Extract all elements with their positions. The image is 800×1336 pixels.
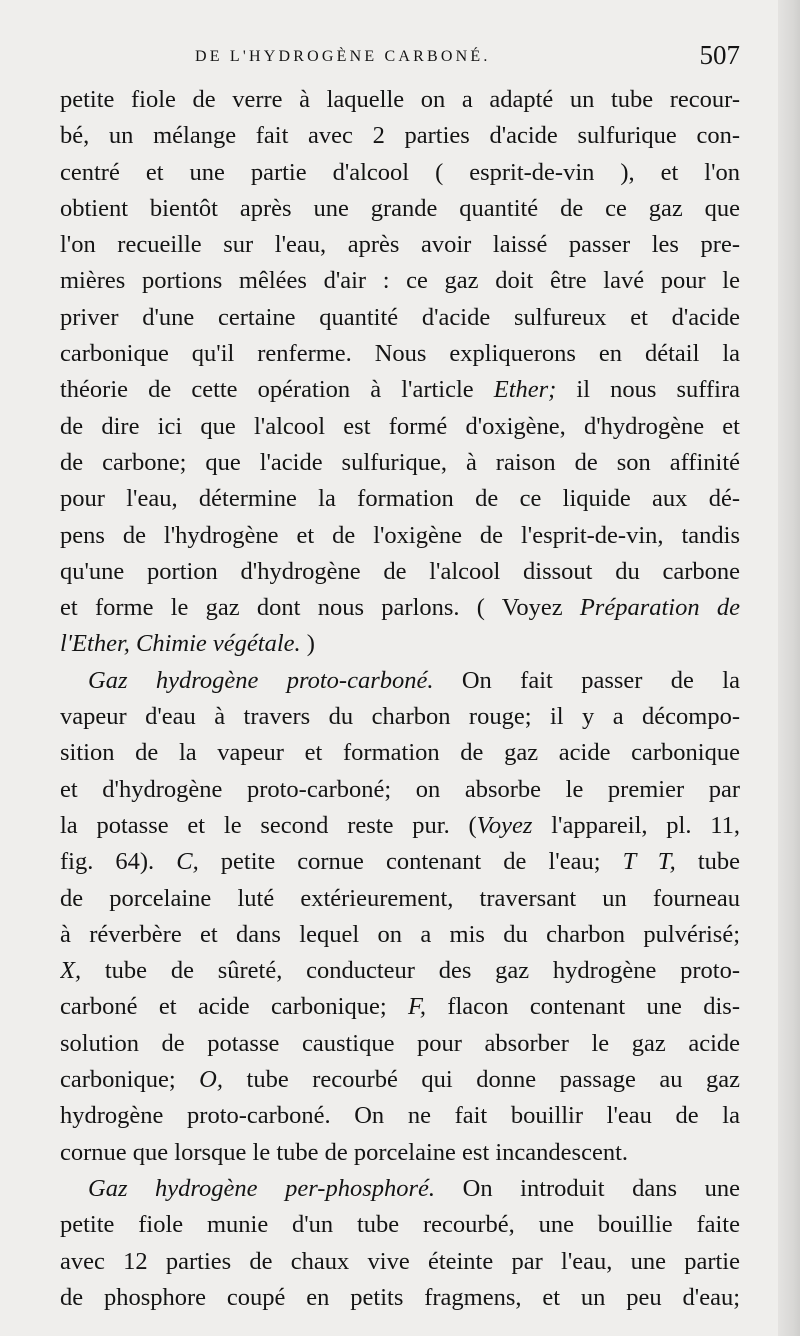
text-run: de dire ici que l'alcool est formé d'oxigène, d'hydrogène et [60, 412, 740, 440]
text-run: il nous suffira [556, 376, 740, 404]
text-run: l'appareil, pl. 11, [532, 811, 740, 839]
text-line [60, 554, 740, 590]
text-run: pens de l'hydrogène et de l'oxigène de l'esprit-de-vin, tandis [60, 521, 740, 549]
text-line [60, 844, 740, 880]
text-line [60, 191, 740, 227]
text-line [60, 372, 740, 408]
text-run: et forme le gaz dont nous parlons. ( Voyez [60, 594, 580, 622]
text-run: avec 12 parties de chaux vive éteinte par l'eau, une partie [60, 1247, 740, 1275]
text-run: On introduit dans une [435, 1174, 740, 1202]
text-line [60, 1062, 740, 1098]
text-line [60, 300, 740, 336]
text-line [60, 1280, 740, 1316]
text-run: sition de la vapeur et formation de gaz acide carbonique [60, 739, 740, 767]
text-run: On fait passer de la [433, 666, 740, 694]
text-run: de carbone; que l'acide sulfurique, à raison de son affinité [60, 448, 740, 476]
text-line [60, 155, 740, 191]
text-run: carbonique qu'il renferme. Nous expliquerons en détail la [60, 340, 740, 368]
italic-text: T T, [622, 848, 676, 876]
text-run: centré et une partie d'alcool ( esprit-de-vin ), et l'on [60, 158, 740, 186]
text-run: la potasse et le second reste pur. ( [60, 811, 477, 839]
text-line [60, 772, 740, 808]
text-line [60, 118, 740, 154]
text-line [60, 263, 740, 299]
text-run: mières portions mêlées d'air : ce gaz doit être lavé pour le [60, 267, 740, 295]
text-run: ) [300, 630, 315, 658]
italic-text: Gaz hydrogène proto-carboné. [88, 666, 434, 694]
text-run: à réverbère et dans lequel on a mis du charbon pulvérisé; [60, 920, 740, 948]
text-line [60, 1171, 740, 1207]
text-run: qu'une portion d'hydrogène de l'alcool dissout du carbone [60, 557, 740, 585]
text-run: tube [675, 848, 740, 876]
text-run: théorie de cette opération à l'article [60, 376, 494, 404]
text-run: petite fiole munie d'un tube recourbé, une bouillie faite [60, 1211, 740, 1239]
page-edge-shadow [778, 0, 800, 1336]
text-line [60, 808, 740, 844]
text-line [60, 989, 740, 1025]
text-line [60, 626, 740, 662]
text-run: solution de potasse caustique pour absorber le gaz acide [60, 1029, 740, 1057]
text-run: obtient bientôt après une grande quantité de ce gaz que [60, 194, 740, 222]
text-run: bé, un mélange fait avec 2 parties d'acide sulfurique con- [60, 122, 740, 150]
text-run: petite fiole de verre à laquelle on a adapté un tube recour- [60, 86, 740, 113]
italic-text: Préparation de [579, 594, 740, 622]
text-line [60, 409, 740, 445]
text-line [60, 590, 740, 626]
text-line [60, 881, 740, 917]
text-run: petite cornue contenant de l'eau; [198, 848, 623, 876]
text-line [60, 481, 740, 517]
text-run: tube de sûreté, conducteur des gaz hydrogène proto- [81, 957, 740, 985]
text-line [60, 1244, 740, 1280]
text-run: et d'hydrogène proto-carboné; on absorbe le premier par [60, 775, 740, 803]
text-line [60, 82, 740, 118]
text-run: flacon contenant une dis- [425, 993, 740, 1021]
text-run: de porcelaine luté extérieurement, traversant un fourneau [60, 884, 740, 912]
text-line [60, 663, 740, 699]
text-line [60, 336, 740, 372]
page-header [60, 40, 740, 78]
text-run: pour l'eau, détermine la formation de ce liquide aux dé- [60, 485, 740, 513]
text-run: carboné et acide carbonique; [60, 993, 409, 1021]
text-line [60, 917, 740, 953]
italic-text: O, [199, 1066, 223, 1094]
page-number: 507 [699, 40, 740, 70]
text-run: l'on recueille sur l'eau, après avoir laissé passer les pre- [60, 231, 740, 259]
text-line [60, 1135, 740, 1171]
text-line [60, 227, 740, 263]
text-line [60, 735, 740, 771]
text-line [60, 953, 740, 989]
italic-text: X, [60, 957, 82, 985]
text-run: fig. 64). [60, 848, 177, 876]
text-run: cornue que lorsque le tube de porcelaine est incandescent. [60, 1138, 629, 1166]
text-line [60, 1098, 740, 1134]
text-line [60, 699, 740, 735]
text-run: de phosphore coupé en petits fragmens, et un peu d'eau; [60, 1283, 740, 1311]
text-run: tube recourbé qui donne passage au gaz [223, 1066, 740, 1094]
text-line [60, 445, 740, 481]
text-line [60, 1026, 740, 1062]
italic-text: Voyez [476, 811, 533, 839]
text-line [60, 518, 740, 554]
body-text [60, 82, 740, 1316]
italic-text: C, [176, 848, 199, 876]
italic-text: Gaz hydrogène per-phosphoré. [88, 1174, 436, 1202]
running-head: DE L'HYDROGÈNE CARBONÉ. [195, 48, 491, 65]
italic-text: F, [408, 993, 426, 1021]
text-line [60, 1207, 740, 1243]
text-run: hydrogène proto-carboné. On ne fait bouillir l'eau de la [60, 1102, 740, 1130]
text-run: priver d'une certaine quantité d'acide sulfureux et d'acide [60, 303, 740, 331]
italic-text: Ether; [493, 376, 557, 404]
text-run: carbonique; [60, 1066, 200, 1094]
text-run: vapeur d'eau à travers du charbon rouge; il y a décompo- [60, 703, 740, 731]
italic-text: l'Ether, Chimie végétale. [60, 630, 301, 658]
